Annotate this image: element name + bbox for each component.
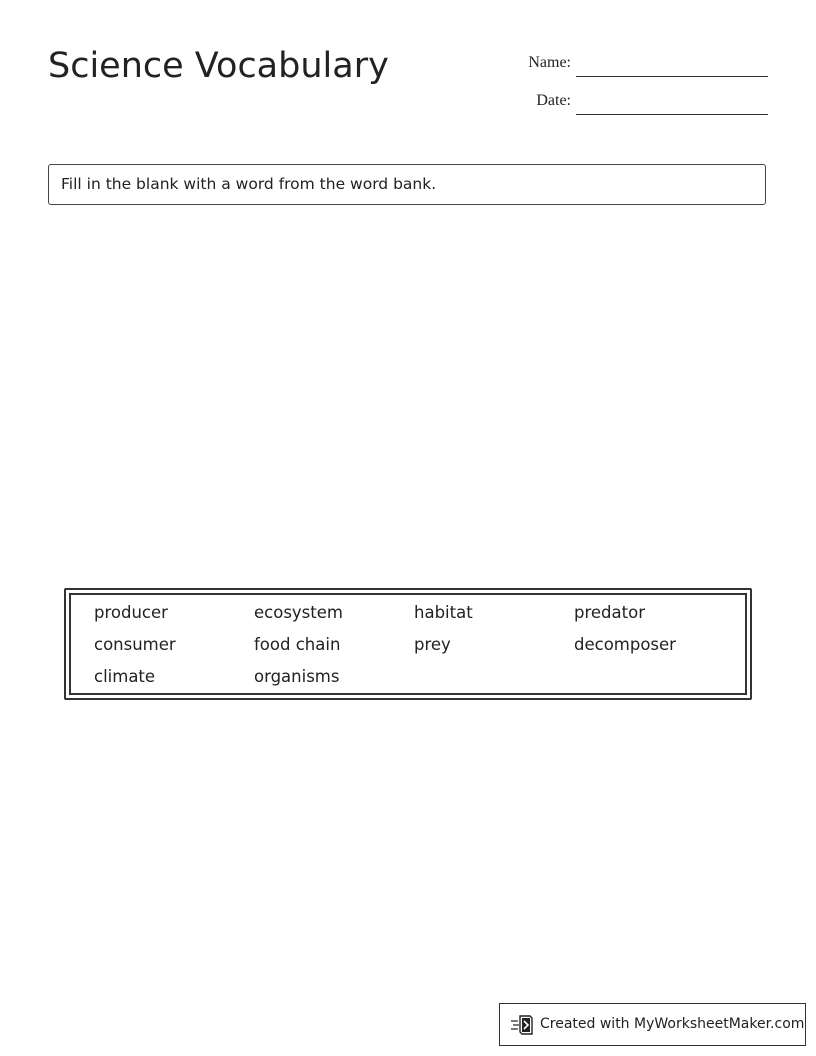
name-label: Name:: [528, 54, 571, 71]
word-bank-item: decomposer: [574, 635, 676, 654]
word-bank-item: habitat: [414, 603, 473, 622]
book-speed-icon: [510, 1014, 536, 1036]
word-bank-item: producer: [94, 603, 168, 622]
footer-text: Created with MyWorksheetMaker.com: [540, 1016, 805, 1032]
word-bank-item: predator: [574, 603, 645, 622]
word-bank-item: climate: [94, 667, 156, 686]
footer-badge[interactable]: [499, 1003, 806, 1046]
word-bank-item: food chain: [254, 635, 341, 654]
word-bank: [64, 588, 752, 700]
word-bank-item: organisms: [254, 667, 340, 686]
date-line[interactable]: [576, 114, 768, 115]
word-bank-item: prey: [414, 635, 451, 654]
word-bank-item: ecosystem: [254, 603, 343, 622]
instructions-box: Fill in the blank with a word from the word bank.: [48, 164, 766, 205]
page-title: Science Vocabulary: [48, 46, 389, 86]
date-label: Date:: [536, 92, 571, 109]
name-line[interactable]: [576, 76, 768, 77]
name-field[interactable]: [520, 48, 768, 80]
date-field[interactable]: [520, 86, 768, 118]
word-bank-item: consumer: [94, 635, 176, 654]
